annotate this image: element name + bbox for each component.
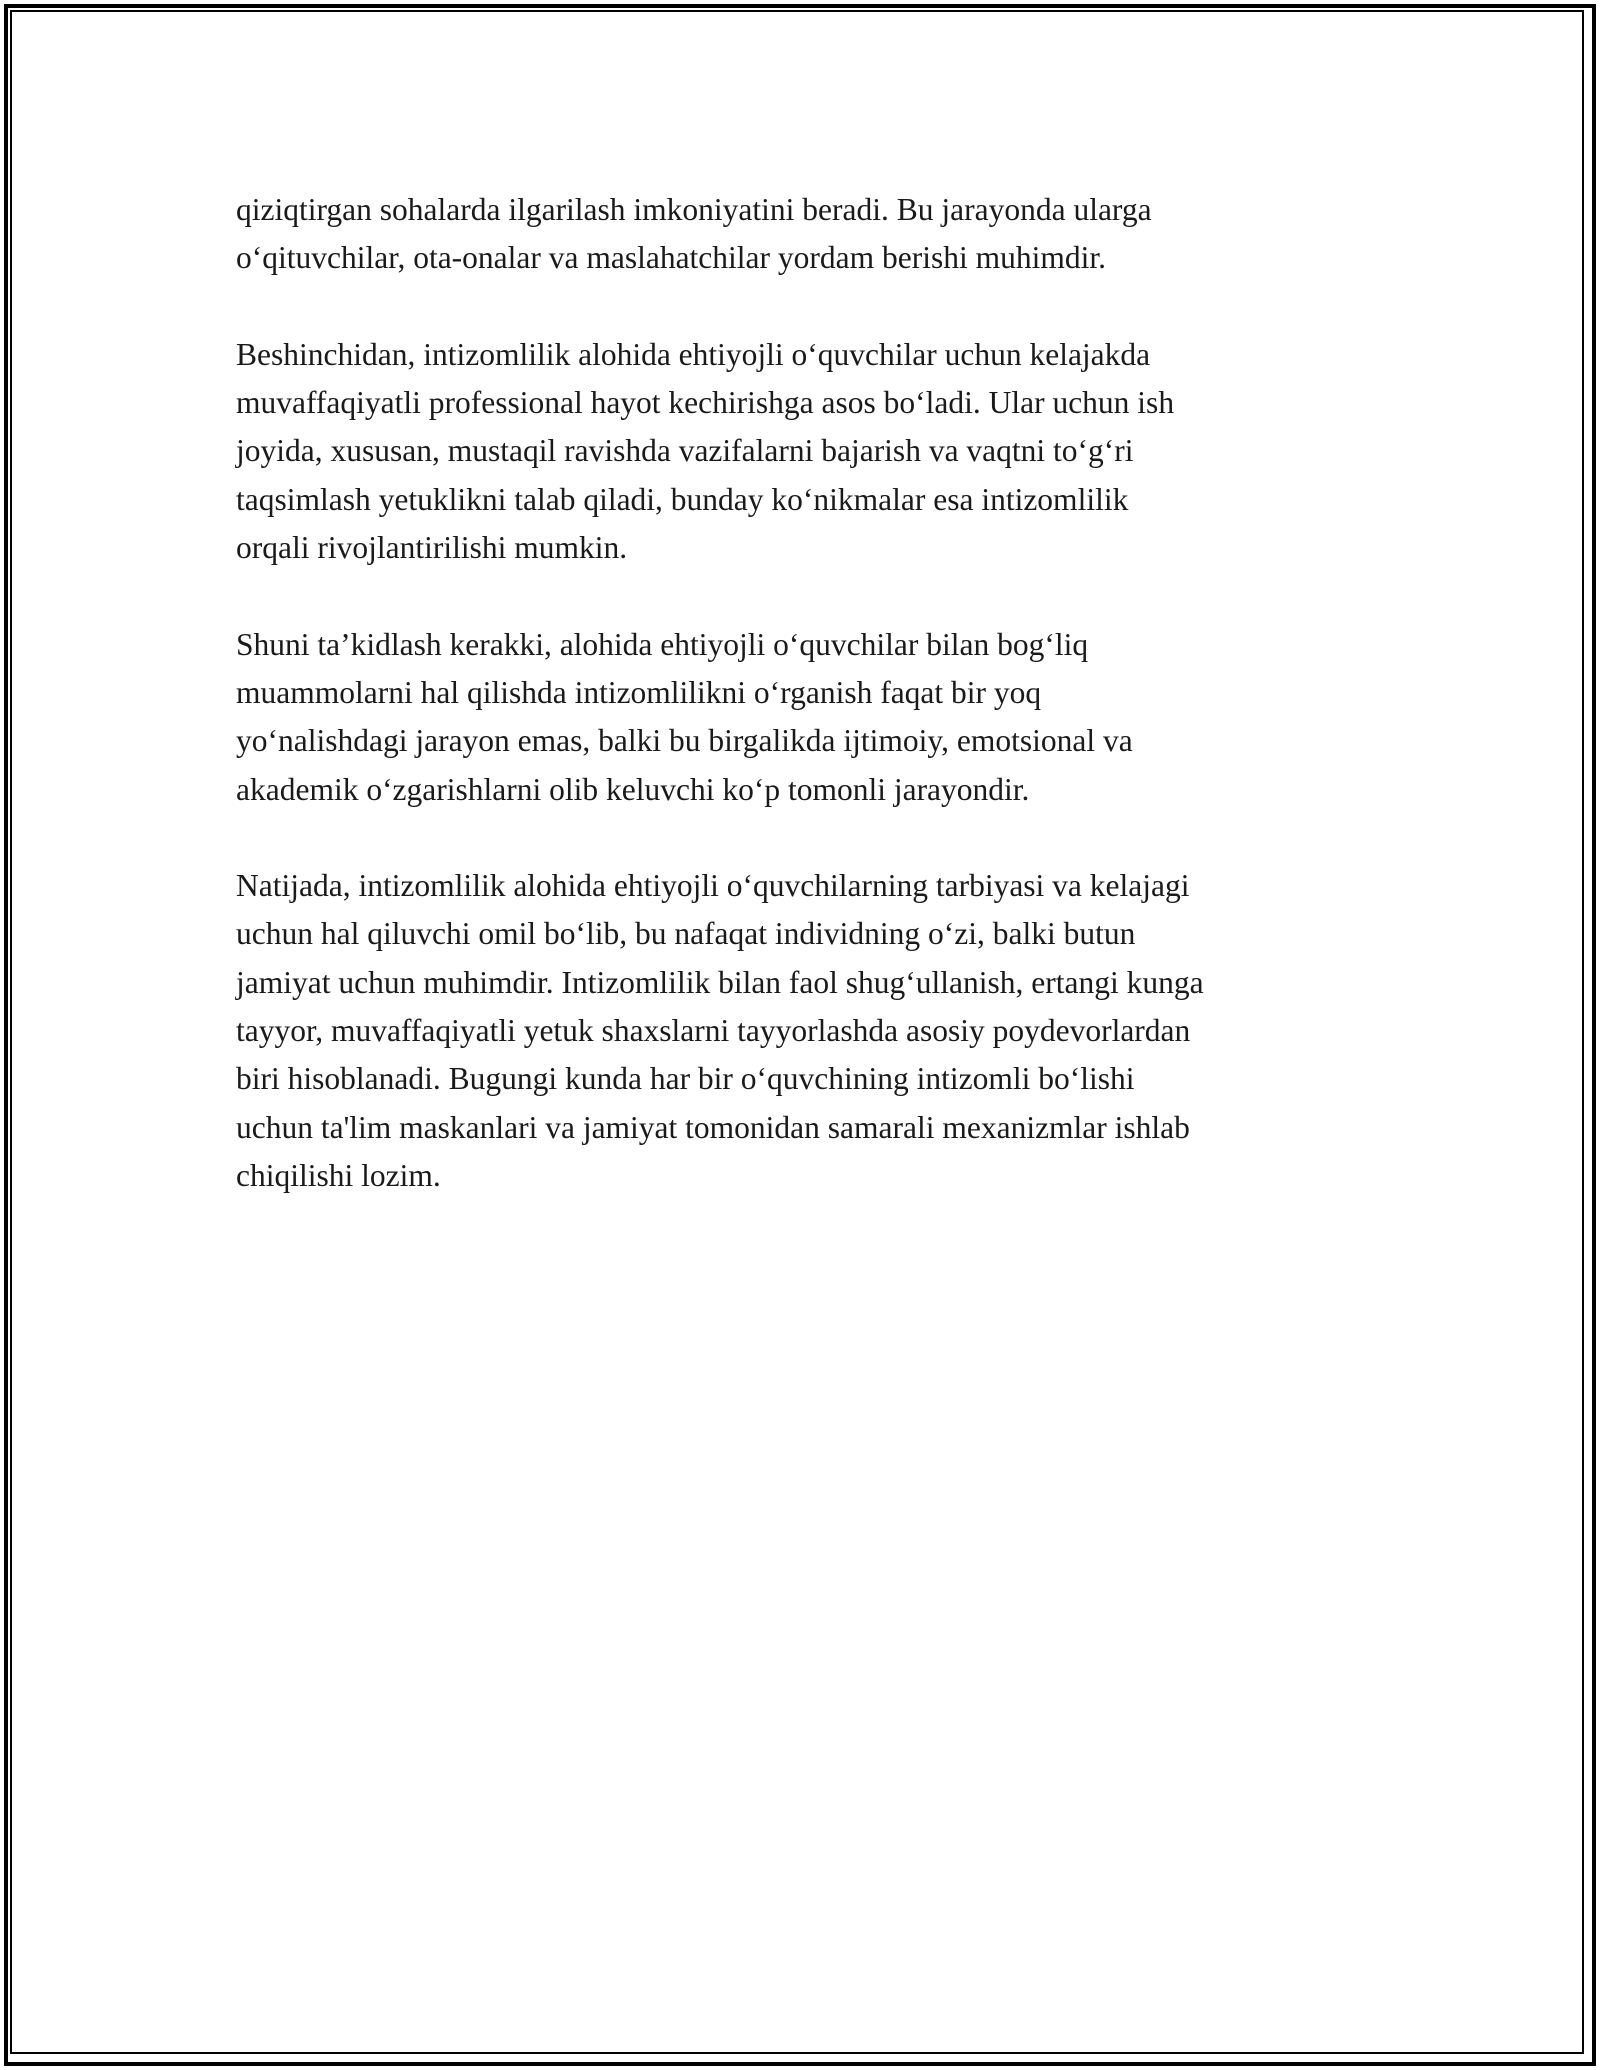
text-line: uchun hal qiluvchi omil bo‘lib, bu nafaqat individning o‘zi, balki butun (236, 916, 1136, 952)
text-line: Beshinchidan, intizomlilik alohida ehtiyojli o‘quvchilar uchun kelajakda (236, 336, 1151, 372)
paragraph-3 (236, 621, 1376, 814)
text-line: akademik o‘zgarishlarni olib keluvchi ko‘p tomonli jarayondir. (236, 771, 1030, 807)
text-line: Natijada, intizomlilik alohida ehtiyojli o‘quvchilarning tarbiyasi va kelajagi (236, 868, 1190, 904)
text-line: orqali rivojlantirilishi mumkin. (236, 530, 628, 566)
text-line: qiziqtirgan sohalarda ilgarilash imkoniyatini beradi. Bu jarayonda ularga (236, 192, 1152, 227)
paragraph-1 (236, 186, 1376, 283)
text-line: uchun ta'lim maskanlari va jamiyat tomonidan samarali mexanizmlar ishlab (236, 1109, 1190, 1145)
paragraph-2 (236, 331, 1376, 572)
text-line: joyida, xususan, mustaqil ravishda vazifalarni bajarish va vaqtni to‘g‘ri (236, 433, 1134, 469)
text-line: Shuni ta’kidlash kerakki, alohida ehtiyojli o‘quvchilar bilan bog‘liq (236, 626, 1089, 662)
text-line: muvaffaqiyatli professional hayot kechirishga asos bo‘ladi. Ular uchun ish (236, 385, 1175, 421)
text-line: o‘qituvchilar, ota-onalar va maslahatchilar yordam berishi muhimdir. (236, 240, 1106, 276)
text-line: taqsimlash yetuklikni talab qiladi, bunday ko‘nikmalar esa intizomlilik (236, 481, 1129, 517)
text-line: biri hisoblanadi. Bugungi kunda har bir o‘quvchining intizomli bo‘lishi (236, 1061, 1135, 1097)
document-body (236, 186, 1376, 1249)
text-line: jamiyat uchun muhimdir. Intizomlilik bilan faol shug‘ullanish, ertangi kunga (236, 964, 1204, 1000)
text-line: yo‘nalishdagi jarayon emas, balki bu birgalikda ijtimoiy, emotsional va (236, 723, 1133, 759)
paragraph-4 (236, 862, 1376, 1200)
text-line: chiqilishi lozim. (236, 1157, 441, 1193)
text-line: tayyor, muvaffaqiyatli yetuk shaxslarni tayyorlashda asosiy poydevorlardan (236, 1013, 1191, 1049)
text-line: muammolarni hal qilishda intizomlilikni o‘rganish faqat bir yoq (236, 674, 1042, 710)
